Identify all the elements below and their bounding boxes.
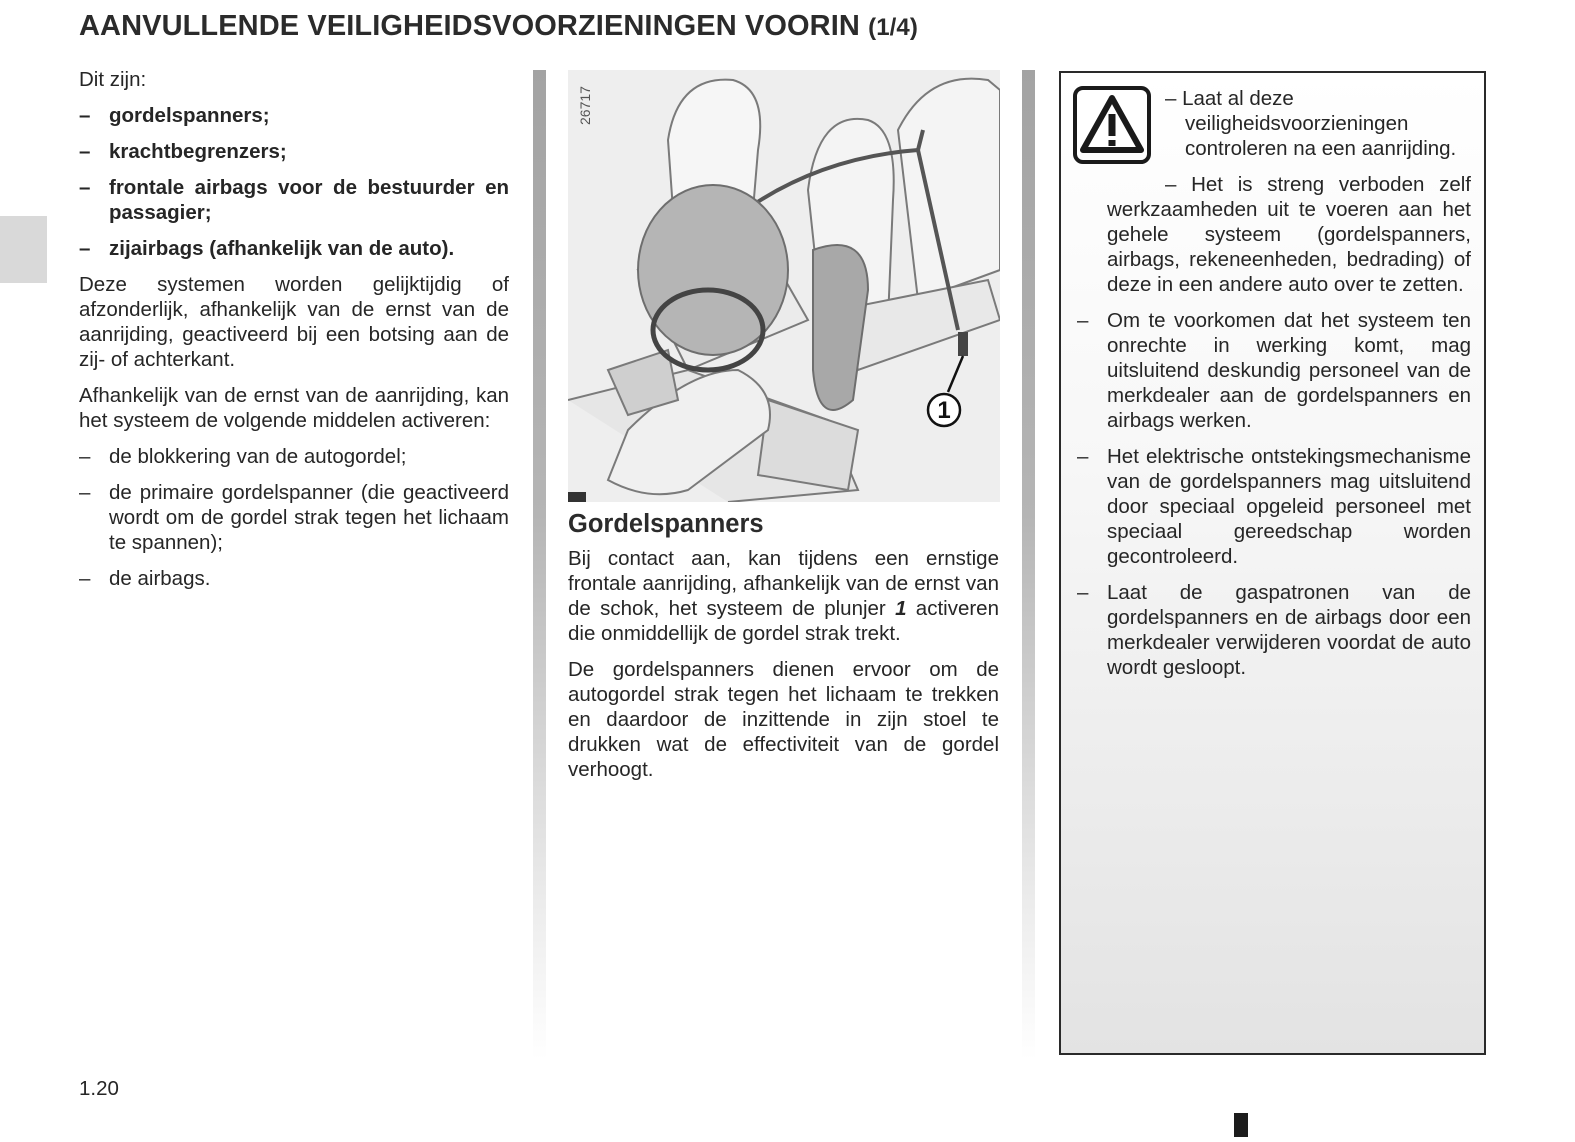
dash-mark: – <box>79 445 91 468</box>
dash-mark: – <box>79 481 91 504</box>
dash-mark: – <box>1077 309 1089 332</box>
paragraph-text: Bij contact aan, kan tijdens een ernstige frontale aanrijding, afhankelijk van de ernst van de schok, het systeem de plunjer <box>568 547 999 620</box>
seat-airbag-illustration <box>568 70 1000 502</box>
left-column <box>79 67 509 602</box>
list-item <box>79 480 509 555</box>
page-title-part: (1/4) <box>868 14 918 41</box>
reference-number: 1 <box>895 597 907 620</box>
page-title <box>79 10 918 43</box>
dash-mark: – <box>79 104 91 127</box>
list-item <box>79 175 509 225</box>
list-item <box>79 444 509 469</box>
illustration-drawing <box>568 70 1000 502</box>
page-title-main: AANVULLENDE VEILIGHEIDSVOORZIENINGEN VOORIN <box>79 10 860 42</box>
warning-list <box>1077 308 1471 680</box>
list-item <box>1077 308 1471 433</box>
page-corner-mark <box>1234 1113 1248 1137</box>
callout-label: 1 <box>937 397 951 424</box>
paragraph: Deze systemen worden gelijktijdig of afzonderlijk, afhankelijk van de ernst van de aanrijding, geactiveerd bij een botsing aan de zij- of achterkant. <box>79 273 509 371</box>
list-item-text: krachtbegrenzers; <box>109 140 287 163</box>
list-item <box>79 139 509 164</box>
list-item-text: de airbags. <box>109 567 211 590</box>
list-item <box>79 566 509 591</box>
list-item <box>79 236 509 261</box>
paragraph-text: activeren die onmiddellijk de gordel strak trekt. <box>568 597 999 645</box>
warning-intro: – Laat al deze veiligheidsvoorzieningen controleren na een aanrijding. <box>1165 87 1457 160</box>
list-item-text: Het elektrische ontstekingsmechanisme van de gordelspanners mag uitsluitend door speciaal opgeleid personeel met speciaal gereedschap worden gecontroleerd. <box>1107 445 1471 568</box>
list-item-text: gordelspanners; <box>109 104 270 127</box>
list-item <box>79 103 509 128</box>
dash-mark: – <box>79 176 91 199</box>
device-list <box>79 103 509 261</box>
dash-mark: – <box>1077 581 1089 604</box>
intro-text: Dit zijn: <box>79 68 147 91</box>
list-item-text: de primaire gordelspanner (die geactiveerd wordt om de gordel strak tegen het lichaam te spannen); <box>109 481 509 554</box>
figure-code <box>569 83 599 127</box>
dash-mark: – <box>79 140 91 163</box>
list-item <box>1077 444 1471 569</box>
column-separator <box>1022 70 1035 1060</box>
list-item-text: Om te voorkomen dat het systeem ten onrechte in werking komt, mag uitsluitend deskundig personeel van de merkdealer aan de gordelspanners en airbags werken. <box>1107 309 1471 432</box>
list-item-text: Laat de gaspatronen van de gordelspanners en de airbags door een merkdealer verwijderen voordat de auto wordt gesloopt. <box>1107 581 1471 679</box>
list-item <box>1077 580 1471 680</box>
figure-code-text: 26717 <box>577 86 593 125</box>
section-heading: Gordelspanners <box>568 510 764 538</box>
dash-mark: – <box>79 567 91 590</box>
list-item-text: frontale airbags voor de bestuurder en passagier; <box>109 176 509 224</box>
warning-paragraph: – Het is streng verboden zelf werkzaamheden uit te voeren aan het gehele systeem (gordelspanners, airbags, rekeneenheden, bedrading) of deze in een andere auto over te zetten. <box>1107 173 1471 296</box>
dash-mark: – <box>79 237 91 260</box>
paragraph: Afhankelijk van de ernst van de aanrijding, kan het systeem de volgende middelen activeren: <box>79 384 509 432</box>
dash-mark: – <box>1077 445 1089 468</box>
chapter-tab <box>0 216 47 283</box>
list-item-text: zijairbags (afhankelijk van de auto). <box>109 237 455 260</box>
warning-column <box>1077 86 1471 691</box>
page-number: 1.20 <box>79 1077 119 1100</box>
paragraph <box>568 546 999 646</box>
middle-column <box>568 508 999 793</box>
column-separator <box>533 70 546 1060</box>
means-list <box>79 444 509 591</box>
paragraph: De gordelspanners dienen ervoor om de autogordel strak tegen het lichaam te trekken en daardoor de inzittende in zijn stoel te drukken wat de effectiviteit van de gordel verhoogt. <box>568 658 999 781</box>
list-item-text: de blokkering van de autogordel; <box>109 445 407 468</box>
